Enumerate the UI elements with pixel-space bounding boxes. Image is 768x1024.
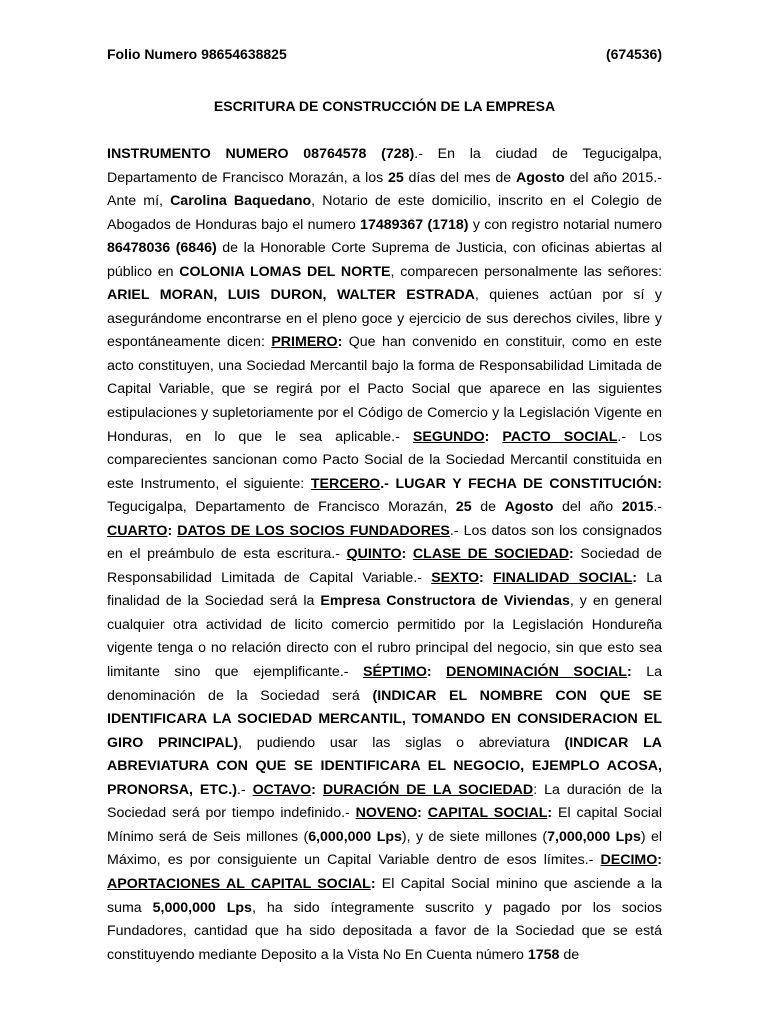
body-text-run: El capital Social Mínimo será de Seis millones (	[107, 805, 662, 845]
document-body	[107, 143, 662, 967]
body-emphasis: NOVENO	[355, 805, 418, 822]
body-text-run: de	[559, 946, 580, 963]
body-emphasis: 2015	[621, 499, 654, 516]
body-text-run: .- En la ciudad de Tegucigalpa, Departamento de Francisco Morazán, a los	[107, 146, 662, 186]
body-text-run: ), y de siete millones (	[401, 828, 548, 845]
body-emphasis: OCTAVO	[252, 781, 312, 798]
body-emphasis: CLASE DE SOCIEDAD	[412, 546, 569, 563]
body-emphasis: Agosto	[515, 169, 565, 186]
body-emphasis: Agosto	[504, 499, 554, 516]
body-text-run: de	[471, 499, 505, 516]
body-emphasis: :	[484, 428, 503, 445]
folio-number: Folio Numero 98654638825	[107, 46, 287, 62]
body-emphasis: COLONIA LOMAS DEL NORTE	[179, 263, 391, 280]
body-text-run: , quienes actúan por sí y asegurándome encontrarse en el pleno goce y ejercicio de sus derechos civiles, libre y espontáneamente dicen:	[107, 287, 662, 351]
body-text-run: Que han convenido en constituir, como en este acto constituyen, una Sociedad Mercantil bajo la forma de Responsabilidad Limitada de Capital Variable, que se regirá por el Pacto Social que aparece en las siguientes estipulaciones y supletoriamente por el Código de Comercio y la Legislación Vigente en Honduras, en lo que le sea aplicable.-	[107, 334, 662, 445]
document-header	[107, 44, 662, 64]
body-emphasis: Carolina Baquedano	[170, 193, 312, 210]
body-text-run: .- Los datos son los consignados en el preámbulo de esta escritura.-	[107, 522, 662, 563]
body-emphasis: :	[401, 546, 413, 563]
body-emphasis: CAPITAL SOCIAL	[427, 805, 548, 822]
body-emphasis: DATOS DE LOS SOCIOS FUNDADORES	[177, 522, 450, 539]
body-text-run: días del mes de	[403, 169, 516, 186]
body-emphasis: .- LUGAR Y FECHA DE CONSTITUCIÓN:	[380, 475, 663, 492]
body-emphasis: DECIMO	[600, 852, 658, 869]
body-text-run: , ha sido íntegramente suscrito y pagado por los socios Fundadores, cantidad que ha sido depositada a favor de la Sociedad que se está constituyendo mediante Deposito a la Vista No En Cuenta número	[107, 899, 663, 963]
body-emphasis: FINALIDAD SOCIAL	[492, 569, 633, 586]
body-emphasis: :	[479, 569, 493, 586]
body-emphasis: :	[426, 664, 447, 681]
body-emphasis: :	[370, 875, 376, 892]
body-emphasis: :	[337, 334, 343, 351]
body-emphasis: :	[167, 522, 178, 539]
body-text-run: del año 2015.- Ante mí,	[107, 169, 662, 210]
body-text-run: La denominación de la Sociedad será	[107, 664, 662, 704]
body-emphasis: :	[626, 664, 632, 681]
body-text-run: , y en general cualquier otra actividad de licito comercio permitido por la Legislación Hondureña vigente tenga o no relación directo con el rubro principal del negocio, sin que esto sea limitante sino que ejemplificante.-	[107, 593, 662, 681]
body-emphasis: PRIMERO	[271, 334, 338, 351]
body-text-run: .-	[653, 499, 662, 516]
body-emphasis: PACTO SOCIAL	[502, 428, 618, 445]
body-text-run: El Capital Social minino que asciende a la suma	[107, 875, 662, 916]
body-emphasis: 6,000,000 Lps	[308, 828, 402, 845]
body-emphasis: :	[632, 569, 637, 586]
body-emphasis: 5,000,000 Lps	[152, 899, 252, 916]
body-emphasis: Empresa Constructora de Viviendas	[320, 593, 570, 610]
body-emphasis: SEXTO	[431, 569, 480, 586]
body-text-run: Tegucigalpa, Departamento de Francisco Morazán,	[107, 499, 456, 516]
body-emphasis: CUARTO	[107, 522, 168, 539]
body-emphasis: SEGUNDO	[412, 428, 485, 445]
body-emphasis: 17489367 (1718)	[360, 216, 469, 233]
reference-number: (674536)	[605, 46, 662, 62]
body-emphasis: 25	[387, 169, 404, 186]
body-emphasis: :	[417, 805, 428, 822]
body-emphasis: 25	[455, 499, 472, 516]
body-text-run: , pudiendo usar las siglas o abreviatura	[238, 734, 565, 751]
body-emphasis: :	[547, 805, 553, 822]
body-emphasis: 7,000,000 Lps	[547, 828, 641, 845]
body-emphasis: APORTACIONES AL CAPITAL SOCIAL	[107, 875, 371, 892]
body-text-run: Sociedad de Responsabilidad Limitada de Capital Variable.-	[107, 546, 662, 586]
body-text-run: La finalidad de la Sociedad será la	[107, 569, 662, 610]
body-text-run: .-	[236, 781, 253, 798]
body-emphasis: ARIEL MORAN, LUIS DURON, WALTER ESTRADA	[107, 287, 475, 304]
body-emphasis: DURACIÓN DE LA SOCIEDAD	[322, 781, 534, 798]
body-emphasis: QUINTO	[346, 546, 402, 563]
body-text-run: , comparecen personalmente las señores:	[390, 263, 663, 280]
body-text-run: : La duración de la Sociedad será por tiempo indefinido.-	[107, 781, 663, 822]
body-text-run: ) el Máximo, es por consiguiente un Capital Variable dentro de esos límites.-	[107, 828, 663, 869]
body-text-run: .- Los comparecientes sancionan como Pacto Social de la Sociedad Mercantil constituida en este Instrumento, el siguiente:	[107, 428, 662, 492]
body-emphasis: :	[311, 781, 323, 798]
body-emphasis: :	[657, 852, 662, 869]
body-emphasis: 1758	[527, 946, 560, 963]
body-emphasis: :	[568, 546, 574, 563]
body-emphasis: (INDICAR LA ABREVIATURA CON QUE SE IDENTIFICARA EL NEGOCIO, EJEMPLO ACOSA, PRONORSA, ETC.)	[107, 734, 662, 798]
body-text-run: , Notario de este domicilio, inscrito en el Colegio de Abogados de Honduras bajo el numero	[107, 193, 662, 233]
body-emphasis: INSTRUMENTO NUMERO 08764578 (728)	[107, 146, 415, 162]
body-emphasis: DENOMINACIÓN SOCIAL	[446, 664, 627, 681]
body-emphasis: SÉPTIMO	[363, 664, 427, 681]
document-title: ESCRITURA DE CONSTRUCCIÓN DE LA EMPRESA	[213, 98, 556, 114]
body-text-run: del año	[553, 499, 622, 516]
body-emphasis: (INDICAR EL NOMBRE CON QUE SE IDENTIFICARA LA SOCIEDAD MERCANTIL, TOMANDO EN CONSIDERACION EL GIRO PRINCIPAL)	[107, 687, 662, 751]
body-text-run: y con registro notarial numero	[468, 216, 662, 233]
body-text-run: de la Honorable Corte Suprema de Justicia, con oficinas abiertas al público en	[107, 240, 662, 280]
body-emphasis: 86478036 (6846)	[107, 240, 217, 257]
body-emphasis: TERCERO	[310, 475, 381, 492]
